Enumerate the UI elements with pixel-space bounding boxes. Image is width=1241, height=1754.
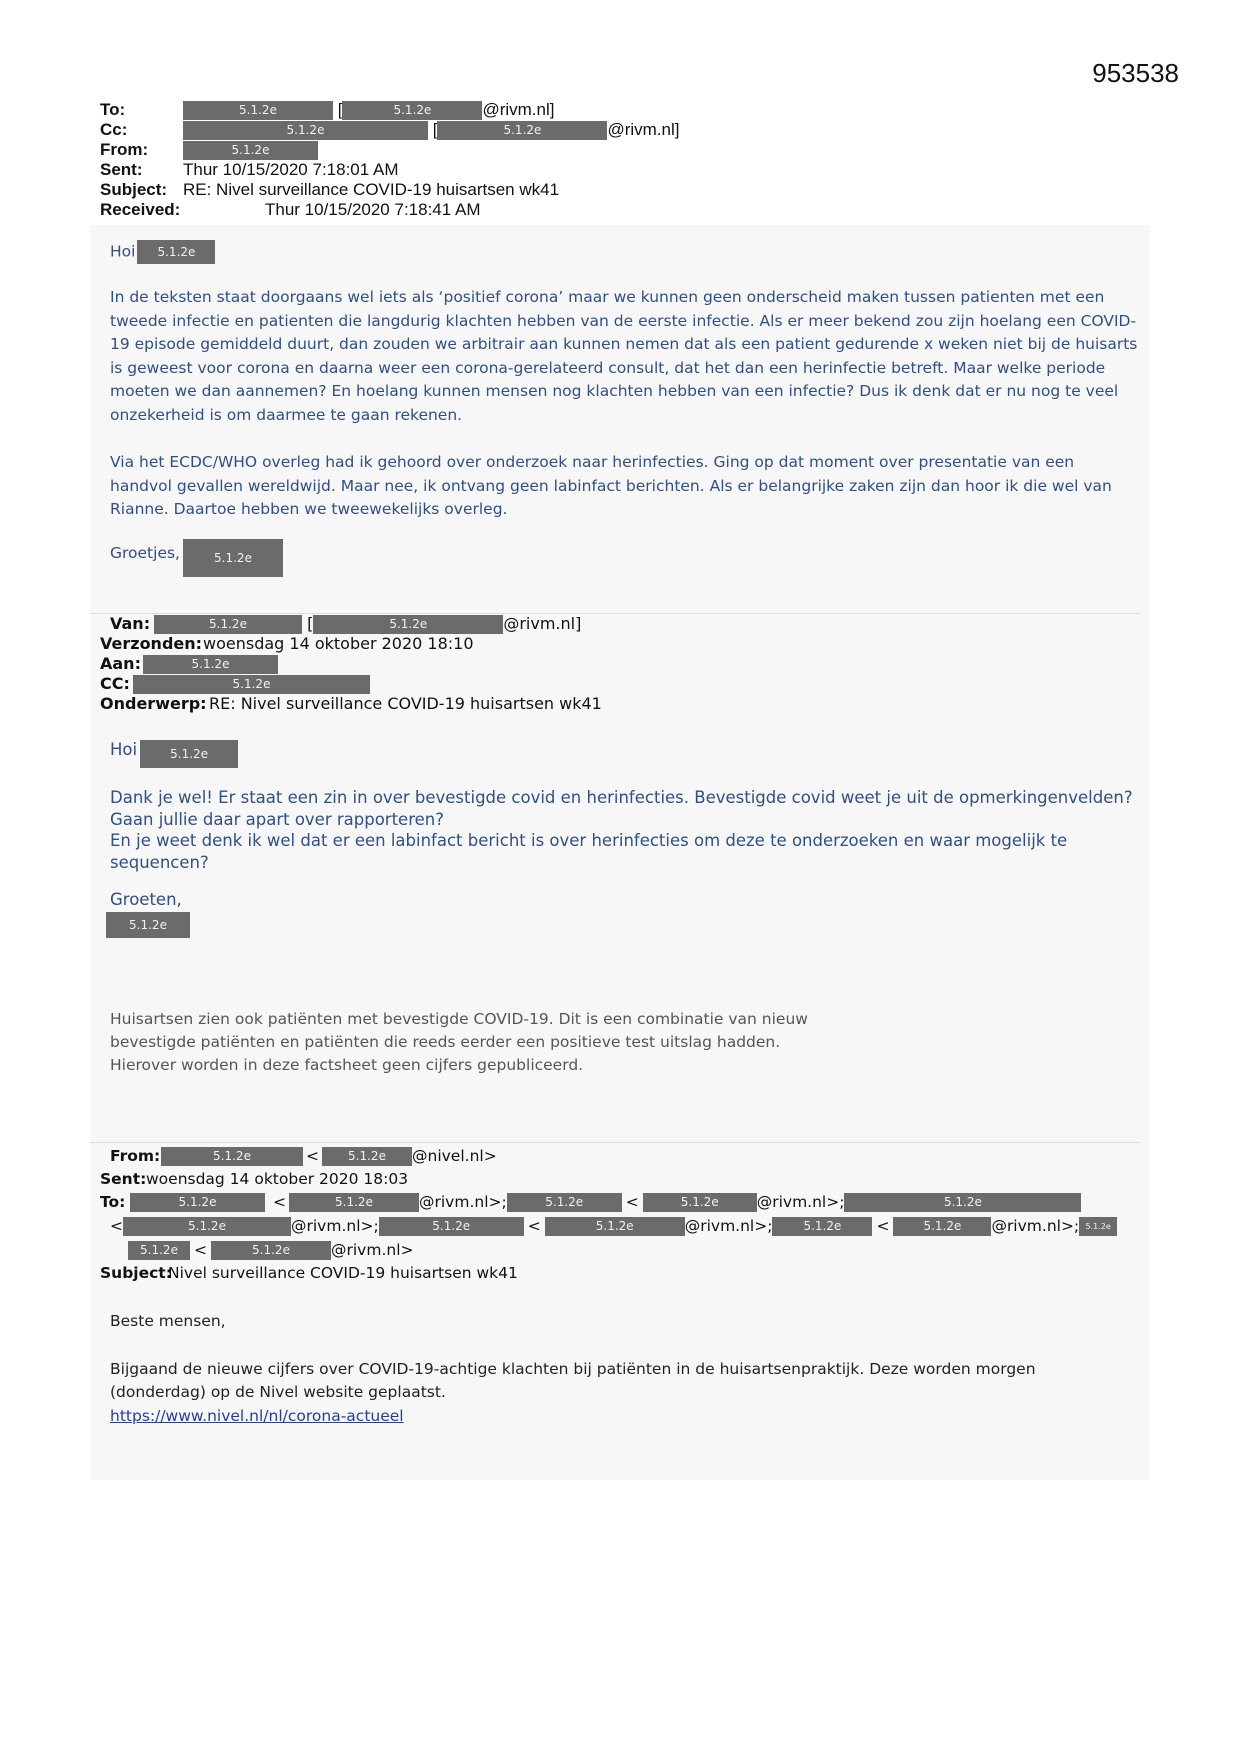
msg2-line-2: En je weet denk ik wel dat er een labinfact bericht is over herinfecties om deze te onderzoeken en waar mogelijk te sequencen? (110, 831, 1068, 872)
rivm-suffix: @rivm.nl> (331, 1241, 414, 1259)
onderwerp-row (100, 694, 602, 714)
redaction: 5.1.2e (342, 101, 482, 120)
reply1-paragraph-1: In de teksten staat doorgaans wel iets als ‘positief corona’ maar we kunnen geen onderscheid maken tussen patienten met een tweede infectie en patienten die langdurig klachten hebben van de eerste infectie. Als er meer bekend zou zijn hoelang een COVID-19 episode gemiddeld duurt, dan zouden we arbitrair aan kunnen nemen dat als een patient gedurende x weken niet bij de huisarts is geweest voor corona en daarna weer een corona-gerelateerd consult, dat het dan een herinfectie betreft. Maar welke periode moeten we dan aannemen? En hoelang kunnen mensen nog klachten hebben van een infectie? Dus ik denk dat er nu nog te veel onzekerheid is om daarmee te gaan rekenen. (110, 288, 1138, 424)
to-suffix: @rivm.nl] (482, 100, 555, 119)
rivm-suffix: @rivm.nl>; (684, 1217, 773, 1235)
redaction: 5.1.2e (545, 1217, 685, 1236)
redaction: 5.1.2e (893, 1217, 991, 1236)
onderwerp-value: RE: Nivel surveillance COVID-19 huisartsen wk41 (209, 694, 602, 713)
redaction: 5.1.2e (161, 1147, 303, 1166)
subject-label: Subject: (100, 1264, 172, 1282)
redaction: 5.1.2e (289, 1193, 419, 1212)
redaction: 5.1.2e (130, 1193, 265, 1212)
from-row (110, 1145, 1117, 1168)
subject-row (100, 1262, 1117, 1285)
reply1-paragraph-2: Via het ECDC/WHO overleg had ik gehoord over onderzoek naar herinfecties. Ging op dat moment over presentatie van een handvol gevallen wereldwijd. Maar nee, ik ontvang geen labinfact berichten. Als er belangrijke zaken zijn dan hoor ik die wel van Rianne. Daartoe hebben we tweewekelijks overleg. (110, 453, 1112, 518)
aan-label: Aan: (100, 654, 141, 673)
redaction: 5.1.2e (643, 1193, 757, 1212)
quote-line-1: Huisartsen zien ook patiënten met bevestigde COVID-19. Dit is een combinatie van nieuw (110, 1010, 808, 1028)
from-row (100, 140, 680, 160)
nivel-link[interactable]: https://www.nivel.nl/nl/corona-actueel (110, 1406, 404, 1425)
onderwerp-label: Onderwerp: (100, 694, 207, 713)
lt: < (306, 1147, 319, 1165)
cc-label: CC: (100, 674, 130, 693)
to-row-1 (100, 1191, 1117, 1215)
cc-row (100, 674, 602, 694)
sent-value: woensdag 14 oktober 2020 18:03 (146, 1170, 409, 1188)
bracket: [ (428, 120, 438, 139)
bracket: [ (302, 614, 314, 633)
received-value: Thur 10/15/2020 7:18:41 AM (265, 200, 481, 219)
bracket: [ (333, 100, 343, 119)
sent-value: Thur 10/15/2020 7:18:01 AM (183, 160, 399, 179)
msg2-closing: Groeten, (110, 890, 182, 909)
lt: < (110, 1217, 123, 1235)
redaction: 5.1.2e (133, 675, 370, 694)
redaction: 5.1.2e (183, 141, 318, 160)
lt: < (876, 1217, 890, 1235)
redaction: 5.1.2e (143, 655, 278, 674)
verzonden-value: woensdag 14 oktober 2020 18:10 (203, 634, 474, 653)
msg2-greeting-row (110, 740, 238, 768)
van-label: Van: (110, 614, 151, 633)
redaction: 5.1.2e (437, 121, 607, 140)
redaction: 5.1.2e (137, 240, 215, 264)
from-label: From: (110, 1147, 161, 1165)
reply1-closing: Groetjes, (110, 544, 180, 562)
rivm-suffix: @rivm.nl>; (991, 1217, 1080, 1235)
redaction: 5.1.2e (1079, 1217, 1117, 1236)
msg3-body (110, 1310, 1036, 1428)
to-row-2 (110, 1215, 1117, 1239)
to-label: To: (100, 1193, 126, 1211)
redaction: 5.1.2e (128, 1241, 190, 1260)
divider (90, 1142, 1140, 1143)
redaction: 5.1.2e (313, 615, 503, 634)
quote-line-2: bevestigde patiënten en patiënten die reeds eerder een positieve test uitslag hadden. (110, 1033, 781, 1051)
redaction: 5.1.2e (772, 1217, 872, 1236)
redaction: 5.1.2e (140, 740, 238, 768)
redaction: 5.1.2e (154, 615, 302, 634)
rivm-suffix: @rivm.nl>; (291, 1217, 379, 1235)
to-row (100, 100, 680, 120)
redaction: 5.1.2e (322, 1147, 412, 1166)
van-row (110, 614, 602, 634)
redaction: 5.1.2e (183, 101, 333, 120)
msg3-greeting: Beste mensen, (110, 1312, 226, 1330)
sent-label: Sent: (100, 1170, 147, 1188)
verzonden-label: Verzonden: (100, 634, 203, 653)
redaction: 5.1.2e (183, 121, 428, 140)
msg3-body-line-1: Bijgaand de nieuwe cijfers over COVID-19-achtige klachten bij patiënten in de huisartsenpraktijk. Deze worden morgen (110, 1359, 1036, 1378)
reply1-closing-row (110, 542, 283, 580)
received-label: Received: (100, 200, 181, 219)
redaction: 5.1.2e (379, 1217, 524, 1236)
from-label: From: (100, 140, 149, 159)
sent-row (100, 160, 680, 180)
subject-value: Nivel surveillance COVID-19 huisartsen wk41 (168, 1264, 518, 1282)
lt: < (194, 1241, 207, 1259)
verzonden-row (100, 634, 602, 654)
to-row-3 (128, 1239, 1117, 1262)
redaction: 5.1.2e (844, 1193, 1081, 1212)
redaction: 5.1.2e (211, 1241, 331, 1260)
received-row (100, 200, 680, 220)
reply1-greeting-row (110, 240, 215, 264)
subject-row (100, 180, 680, 200)
rivm-suffix: @rivm.nl>; (419, 1193, 507, 1211)
spacer (110, 1334, 1036, 1358)
rivm-suffix: @rivm.nl>; (756, 1193, 845, 1211)
redaction: 5.1.2e (507, 1193, 622, 1212)
sent-label: Sent: (100, 160, 143, 179)
sent-row (100, 1168, 1117, 1191)
aan-row (100, 654, 602, 674)
msg2-line-1: Dank je wel! Er staat een zin in over bevestigde covid en herinfecties. Bevestigde covid weet je uit de opmerkingenvelden? Gaan jullie daar apart over rapporteren? (110, 788, 1133, 829)
from-suffix: @nivel.nl> (412, 1147, 497, 1165)
lt: < (625, 1193, 639, 1211)
email-header (100, 100, 680, 220)
msg2-greeting: Hoi (110, 740, 138, 759)
cc-suffix: @rivm.nl] (607, 120, 680, 139)
redaction: 5.1.2e (183, 539, 283, 577)
redaction: 5.1.2e (123, 1217, 291, 1236)
cc-row (100, 120, 680, 140)
lt: < (527, 1217, 541, 1235)
to-label: To: (100, 100, 126, 119)
redaction: 5.1.2e (106, 912, 190, 938)
van-suffix: @rivm.nl] (503, 614, 582, 633)
message3-header (100, 1145, 1117, 1285)
subject-value: RE: Nivel surveillance COVID-19 huisartsen wk41 (183, 180, 560, 199)
document-number: 953538 (1092, 58, 1179, 88)
lt: < (273, 1193, 286, 1211)
msg2-body (110, 787, 1145, 873)
cc-label: Cc: (100, 120, 128, 139)
msg3-body-line-2: (donderdag) op de Nivel website geplaatst. (110, 1383, 446, 1401)
quote-line-3: Hierover worden in deze factsheet geen cijfers gepubliceerd. (110, 1056, 584, 1074)
quoted-factsheet (110, 1008, 808, 1077)
message2-header (100, 614, 602, 714)
subject-label: Subject: (100, 180, 168, 199)
reply1-greeting: Hoi (110, 242, 136, 261)
